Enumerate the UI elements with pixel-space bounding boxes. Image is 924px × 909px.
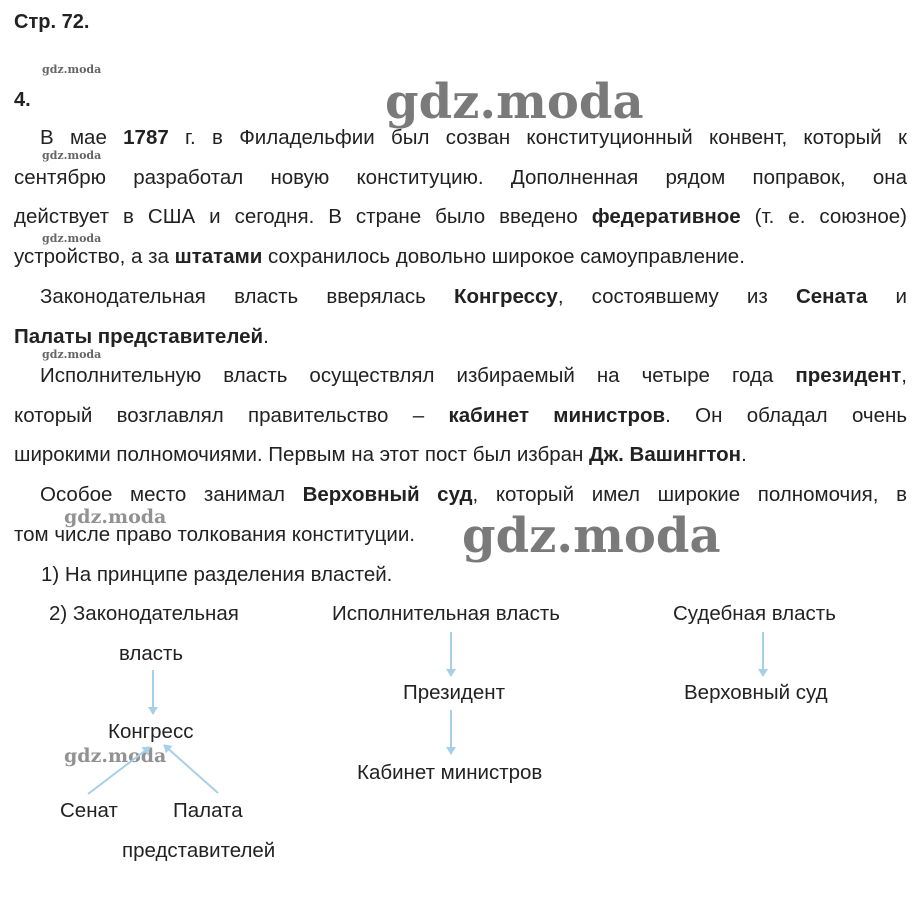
congress-node: Конгресс — [108, 720, 194, 743]
text-line: Законодательная власть вверялась Конгрессу, состоявшему из Сената и — [40, 285, 907, 308]
watermark-large: gdz.moda — [385, 74, 644, 130]
watermark-small: gdz.moda — [42, 63, 102, 76]
task-number: 4. — [14, 89, 31, 111]
answer-separation-of-powers: 1) На принципе разделения властей. — [41, 563, 393, 586]
watermark-large: gdz.moda — [462, 508, 721, 564]
text-line: В мае 1787 г. в Филадельфии был созван конституционный конвент, который к — [40, 126, 907, 149]
watermark-medium: gdz.moda — [64, 506, 167, 528]
text-line: который возглавлял правительство – кабинет министров. Он обладал очень — [14, 403, 907, 427]
house-node-cont: представителей — [122, 839, 276, 862]
watermark-small: gdz.moda — [42, 348, 102, 361]
arrow-house-to-congress — [164, 745, 218, 793]
text-line: широкими полномочиями. Первым на этот пост был избран Дж. Вашингтон. — [14, 443, 747, 466]
legislative-branch-label-cont: власть — [119, 642, 184, 665]
senate-node: Сенат — [60, 799, 118, 822]
watermark-small: gdz.moda — [42, 149, 102, 162]
watermark-medium: gdz.moda — [64, 745, 167, 767]
watermark-small: gdz.moda — [42, 232, 102, 245]
president-node: Президент — [403, 681, 506, 704]
legislative-branch-label: 2) Законодательная — [49, 602, 239, 625]
text-line: том числе право толкования конституции. — [14, 522, 415, 546]
text-line: действует в США и сегодня. В стране было введено федеративное (т. е. союзное) — [14, 205, 907, 228]
cabinet-node: Кабинет министров — [357, 761, 543, 784]
text-line: Исполнительную власть осуществлял избираемый на четыре года президент, — [40, 364, 907, 387]
text-line: Палаты представителей. — [14, 324, 269, 348]
executive-branch-label: Исполнительная власть — [332, 602, 560, 625]
judicial-branch-label: Судебная власть — [673, 602, 836, 625]
house-node: Палата — [173, 799, 243, 822]
arrow-senate-to-congress — [88, 747, 150, 794]
text-line: Особое место занимал Верховный суд, который имел широкие полномочия, в — [40, 483, 907, 506]
text-line: сентябрю разработал новую конституцию. Дополненная рядом поправок, она — [14, 165, 907, 189]
text-line: устройство, а за штатами сохранилось довольно широкое самоуправление. — [14, 244, 745, 268]
supreme-court-node: Верховный суд — [684, 681, 828, 704]
page-number-heading: Стр. 72. — [14, 11, 90, 33]
